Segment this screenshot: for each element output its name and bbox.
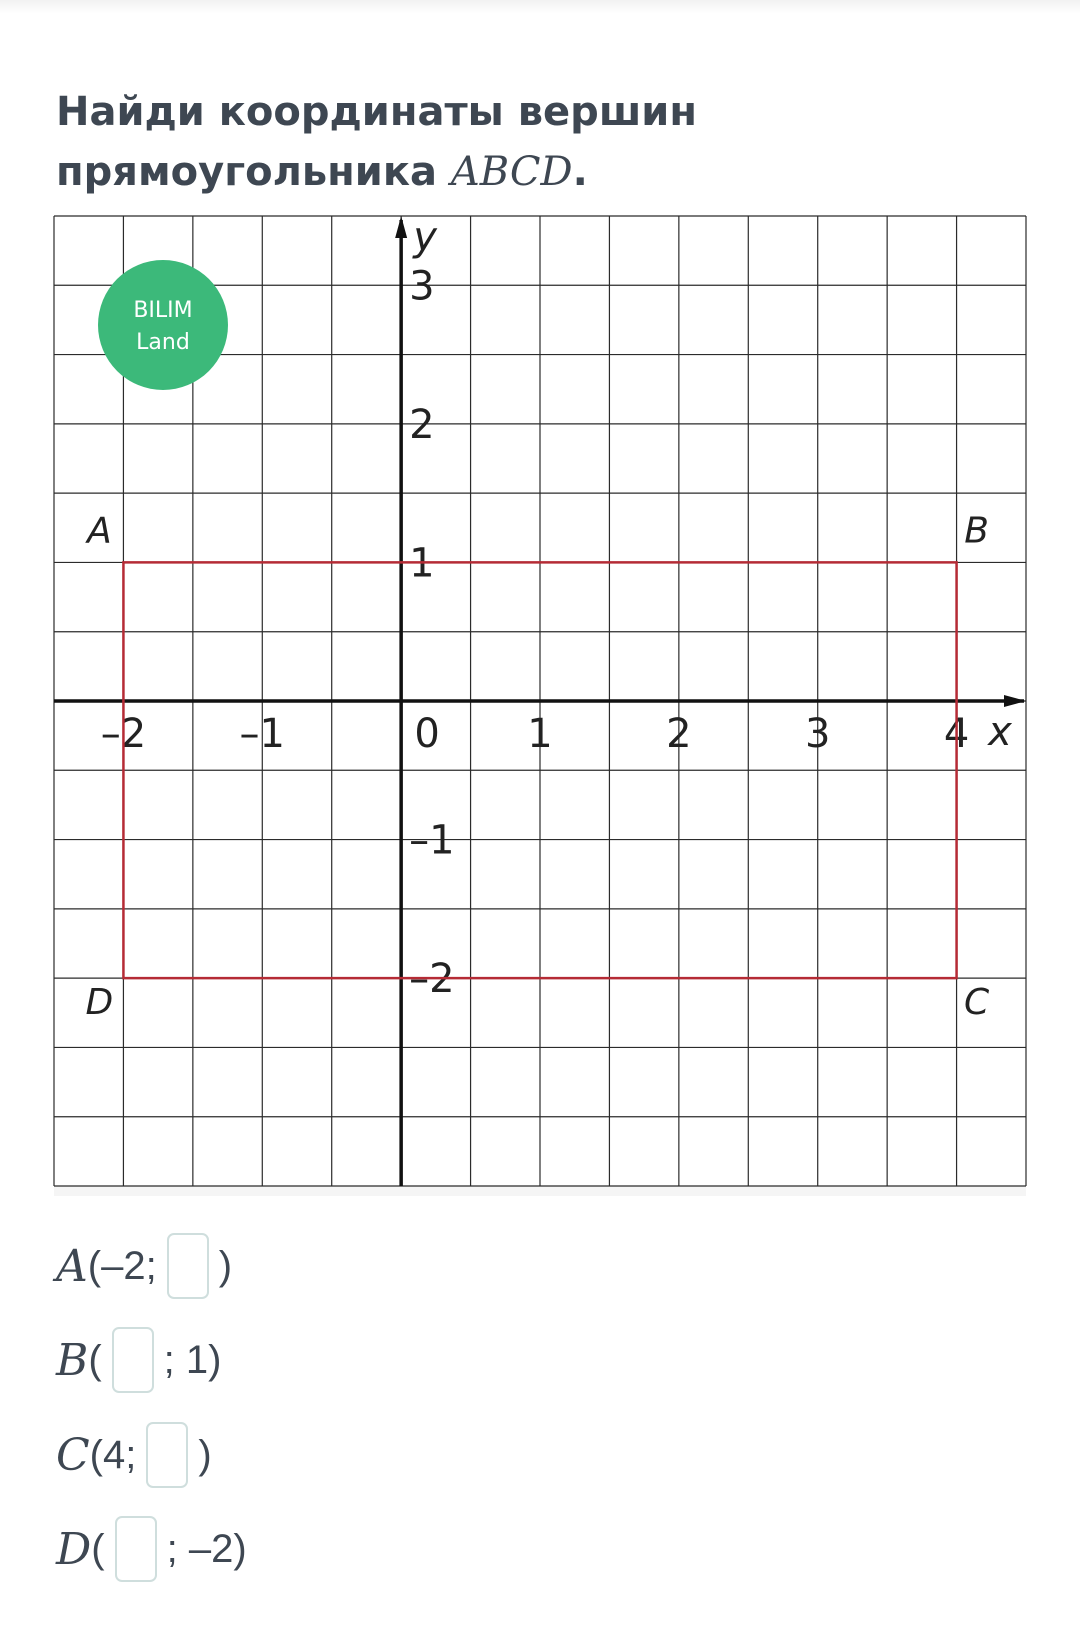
y-tick-label: –1 xyxy=(409,817,455,864)
y-tick-label: 1 xyxy=(409,540,435,587)
coord-open: (4; xyxy=(89,1432,137,1477)
vertex-label-b: B xyxy=(964,510,989,552)
coord-close: ) xyxy=(198,1432,212,1477)
coord-close: ; –2) xyxy=(166,1526,247,1571)
x-tick-label: –2 xyxy=(100,711,147,757)
coord-open: (–2; xyxy=(87,1243,157,1288)
vertex-label-d: D xyxy=(85,982,114,1024)
question-math: ABCD xyxy=(450,149,573,195)
vertex-label-a: A xyxy=(87,510,112,552)
answer-input-b-x[interactable] xyxy=(112,1327,154,1393)
logo-text-land: Land xyxy=(136,330,190,355)
y-tick-label: 3 xyxy=(409,263,435,310)
answer-input-c-y[interactable] xyxy=(146,1422,188,1488)
x-tick-label: 0 xyxy=(414,711,440,757)
vertex-name: D xyxy=(56,1523,92,1575)
bilimland-logo xyxy=(98,260,228,390)
answer-input-a-y[interactable] xyxy=(167,1233,209,1299)
logo-text-bilim: BILIM xyxy=(133,298,193,323)
coord-close: ) xyxy=(218,1243,233,1288)
answer-row-c xyxy=(56,1419,212,1491)
x-tick-label: 1 xyxy=(527,711,553,757)
answer-row-d xyxy=(56,1513,247,1585)
vertex-name: B xyxy=(56,1334,89,1386)
coord-open: ( xyxy=(91,1526,105,1571)
vertex-name: A xyxy=(56,1240,88,1292)
coord-close: ; 1) xyxy=(163,1337,222,1382)
y-axis-label: y xyxy=(413,214,437,260)
answer-row-a xyxy=(56,1230,232,1302)
question-text: Найди координаты вершин прямоугольника xyxy=(56,89,697,195)
vertex-label-c: C xyxy=(964,982,990,1024)
answer-input-d-x[interactable] xyxy=(115,1516,157,1582)
y-tick-label: 2 xyxy=(409,401,435,448)
x-tick-label: 3 xyxy=(804,711,831,757)
x-tick-label: –1 xyxy=(239,711,286,757)
answer-row-b xyxy=(56,1324,221,1396)
x-tick-label: 2 xyxy=(666,711,692,757)
x-tick-label: 4 xyxy=(943,711,970,757)
vertex-name: C xyxy=(56,1429,90,1481)
question-end: . xyxy=(572,149,588,195)
x-axis-label: x xyxy=(988,709,1012,755)
y-tick-label: –2 xyxy=(409,956,455,1003)
coord-open: ( xyxy=(88,1337,102,1382)
